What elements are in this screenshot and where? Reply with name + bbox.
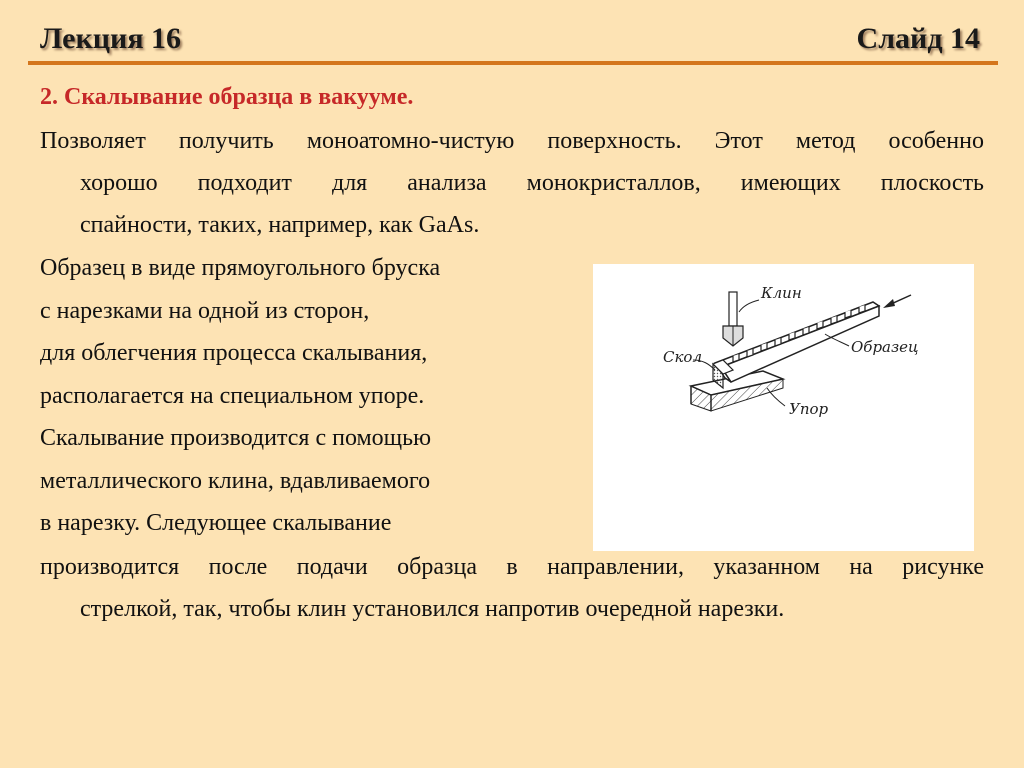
final-line: стрелкой, так, чтобы клин установился напротив очередной нарезки. xyxy=(80,596,785,622)
cleaving-diagram-svg xyxy=(593,264,974,551)
slide-number: Слайд 14 xyxy=(856,22,980,55)
sample-label: Образец xyxy=(851,338,919,356)
intro-line: спайности, таких, например, как GaAs. xyxy=(80,212,480,238)
cleave-label: Скол xyxy=(663,348,703,366)
wedge-label: Клин xyxy=(761,284,802,302)
intro-line: Позволяет получить моноатомно-чистую поверхность. Этот метод особенно xyxy=(40,128,984,154)
intro-line: хорошо подходит для анализа монокристаллов, имеющих плоскость xyxy=(80,170,984,196)
intro-paragraph xyxy=(40,120,984,246)
header-divider xyxy=(28,61,998,65)
description-line: Скалывание производится с помощью xyxy=(40,425,432,451)
lecture-title: Лекция 16 xyxy=(40,22,182,55)
stop-label: Упор xyxy=(789,400,829,418)
description-line: Образец в виде прямоугольного бруска xyxy=(40,255,441,281)
description-line: с нарезками на одной из сторон, xyxy=(40,297,370,324)
section-heading: 2. Скалывание образца в вакууме. xyxy=(40,84,414,110)
wedge-tool xyxy=(723,292,743,346)
cleaving-diagram xyxy=(593,264,974,551)
final-line: производится после подачи образца в направлении, указанном на рисунке xyxy=(40,554,984,580)
description-line: располагается на специальном упоре. xyxy=(40,382,425,409)
final-paragraph xyxy=(40,546,984,630)
description-column xyxy=(40,247,560,545)
description-line: для облегчения процесса скалывания, xyxy=(40,340,428,366)
feed-arrow-icon xyxy=(883,295,911,308)
description-line: металлического клина, вдавливаемого xyxy=(40,467,431,494)
description-line: в нарезку. Следующее скалывание xyxy=(40,510,392,536)
